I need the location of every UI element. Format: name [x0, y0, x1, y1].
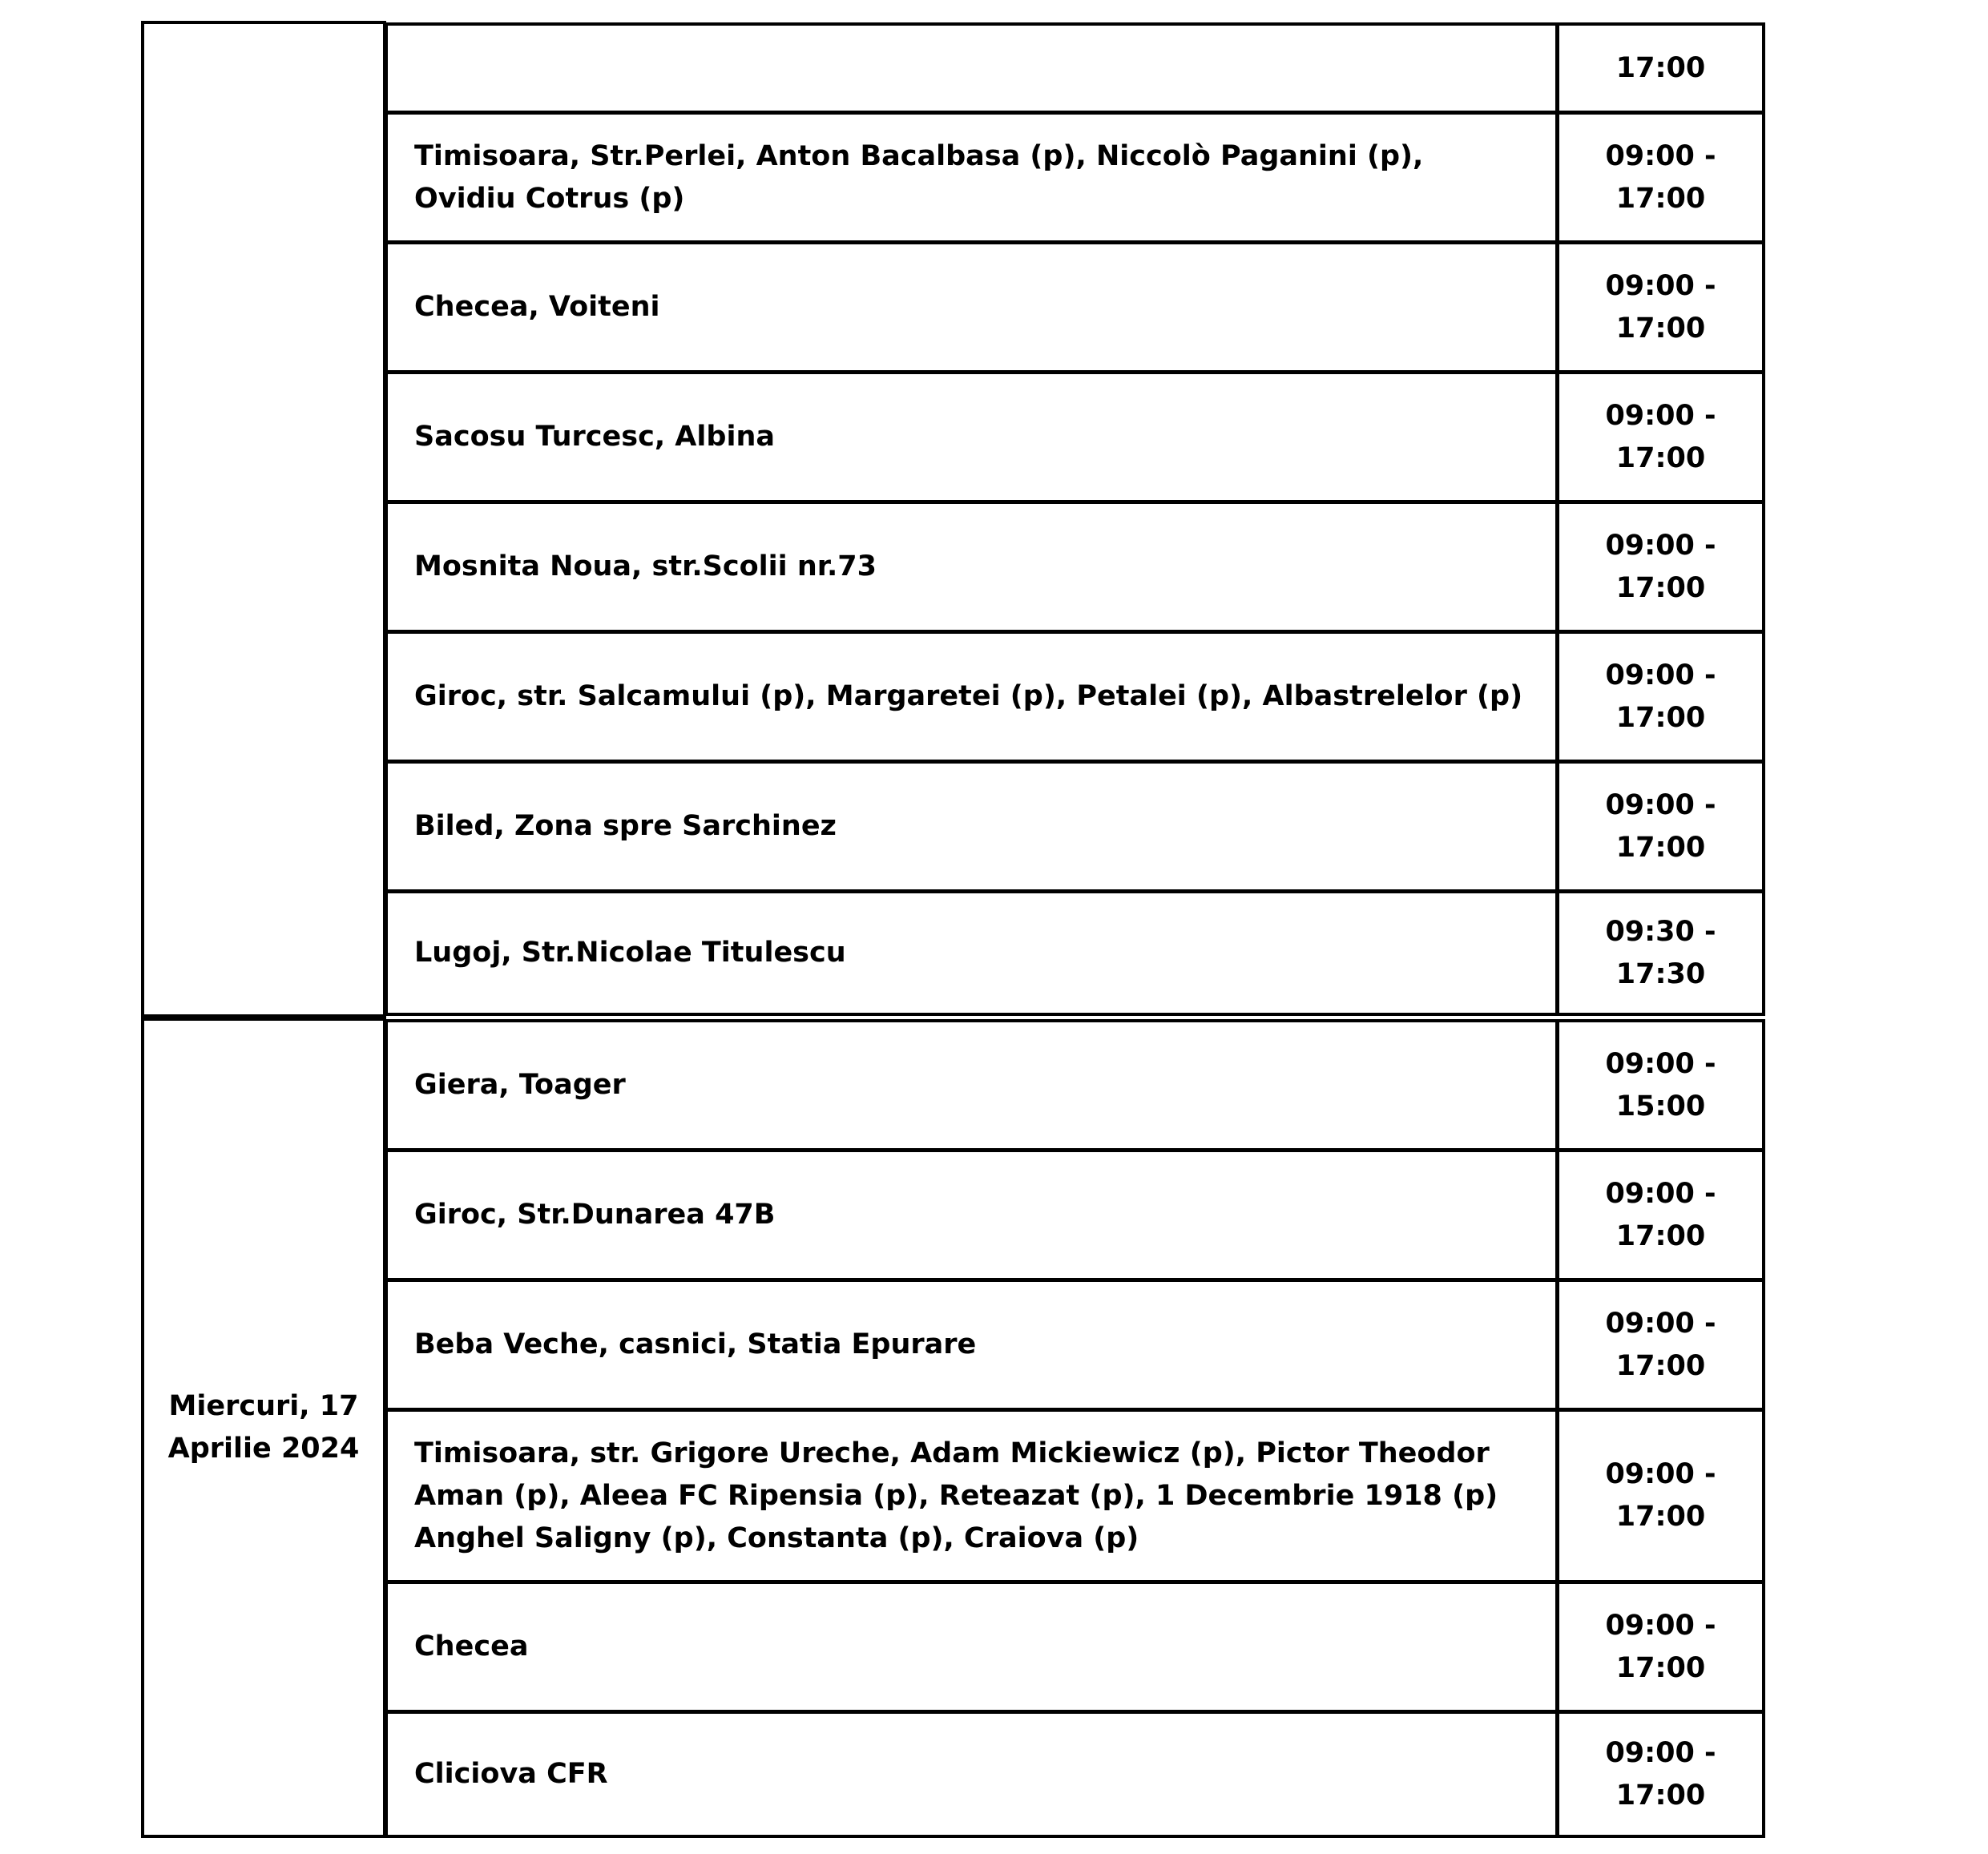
table-row	[388, 504, 1762, 634]
time-end: 17:00	[1615, 1349, 1706, 1382]
time-cell	[1559, 1412, 1762, 1580]
location-cell: Sacosu Turcesc, Albina	[388, 374, 1559, 500]
date-cell-day-2	[141, 1018, 386, 1838]
time-start: 09:00 -	[1605, 788, 1716, 821]
time-cell	[1559, 634, 1762, 760]
time-start: 09:00 -	[1605, 1307, 1716, 1340]
table-row	[388, 244, 1762, 374]
time-end: 17:00	[1615, 51, 1706, 84]
time-cell	[1559, 244, 1762, 370]
time-cell	[1559, 504, 1762, 630]
time-start: 09:30 -	[1605, 915, 1716, 948]
time-end: 17:00	[1615, 1779, 1706, 1812]
time-end: 17:00	[1615, 1219, 1706, 1252]
table-row	[388, 1152, 1762, 1282]
table-row	[388, 115, 1762, 244]
time-cell	[1559, 893, 1762, 1013]
time-end: 17:00	[1615, 182, 1706, 215]
table-row	[388, 374, 1762, 504]
time-cell	[1559, 1584, 1762, 1710]
time-start: 09:00 -	[1605, 1609, 1716, 1642]
time-cell	[1559, 764, 1762, 889]
location-cell: Giroc, str. Salcamului (p), Margaretei (p), Petalei (p), Albastrelelor (p)	[388, 634, 1559, 760]
table-row	[388, 1412, 1762, 1584]
table-row	[388, 893, 1762, 1013]
time-cell	[1559, 1152, 1762, 1278]
time-start: 09:00 -	[1605, 1047, 1716, 1080]
time-cell	[1559, 26, 1762, 111]
time-end: 17:00	[1615, 441, 1706, 474]
table-row	[388, 1714, 1762, 1835]
date-label: Miercuri, 17 Aprilie 2024	[167, 1390, 360, 1465]
location-cell	[388, 26, 1559, 111]
table-row	[388, 1282, 1762, 1412]
location-cell: Checea	[388, 1584, 1559, 1710]
location-cell: Cliciova CFR	[388, 1714, 1559, 1835]
time-start: 09:00 -	[1605, 659, 1716, 691]
schedule-table-day-2	[385, 1019, 1765, 1838]
time-end: 17:30	[1615, 957, 1706, 990]
location-cell: Biled, Zona spre Sarchinez	[388, 764, 1559, 889]
time-end: 15:00	[1615, 1090, 1706, 1122]
table-row	[388, 26, 1762, 115]
table-row	[388, 764, 1762, 893]
time-start: 09:00 -	[1605, 529, 1716, 562]
time-cell	[1559, 1714, 1762, 1835]
location-cell: Timisoara, str. Grigore Ureche, Adam Mickiewicz (p), Pictor Theodor Aman (p), Aleea FC Ripensia (p), Reteazat (p), 1 Decembrie 1918 (p) Anghel Saligny (p), Constanta (p), Craiova (p)	[388, 1412, 1559, 1580]
time-start: 09:00 -	[1605, 269, 1716, 302]
location-cell: Giroc, Str.Dunarea 47B	[388, 1152, 1559, 1278]
location-cell: Mosnita Noua, str.Scolii nr.73	[388, 504, 1559, 630]
time-end: 17:00	[1615, 701, 1706, 734]
time-cell	[1559, 374, 1762, 500]
time-start: 09:00 -	[1605, 1177, 1716, 1210]
time-start: 09:00 -	[1605, 399, 1716, 432]
time-end: 17:00	[1615, 571, 1706, 604]
location-cell: Giera, Toager	[388, 1022, 1559, 1148]
time-end: 17:00	[1615, 831, 1706, 864]
time-end: 17:00	[1615, 1501, 1706, 1533]
time-start: 09:00 -	[1605, 139, 1716, 172]
table-row	[388, 1022, 1762, 1152]
location-cell: Timisoara, Str.Perlei, Anton Bacalbasa (p), Niccolò Paganini (p), Ovidiu Cotrus (p)	[388, 115, 1559, 240]
table-row	[388, 1584, 1762, 1714]
location-cell: Lugoj, Str.Nicolae Titulescu	[388, 893, 1559, 1013]
schedule-table-day-1	[385, 22, 1765, 1016]
time-start: 09:00 -	[1605, 1736, 1716, 1769]
location-cell: Checea, Voiteni	[388, 244, 1559, 370]
time-cell	[1559, 115, 1762, 240]
time-start: 09:00 -	[1605, 1458, 1716, 1490]
table-row	[388, 634, 1762, 764]
time-cell	[1559, 1022, 1762, 1148]
location-cell: Beba Veche, casnici, Statia Epurare	[388, 1282, 1559, 1408]
time-end: 17:00	[1615, 1651, 1706, 1684]
date-cell-day-1	[141, 21, 386, 1018]
time-end: 17:00	[1615, 312, 1706, 345]
time-cell	[1559, 1282, 1762, 1408]
